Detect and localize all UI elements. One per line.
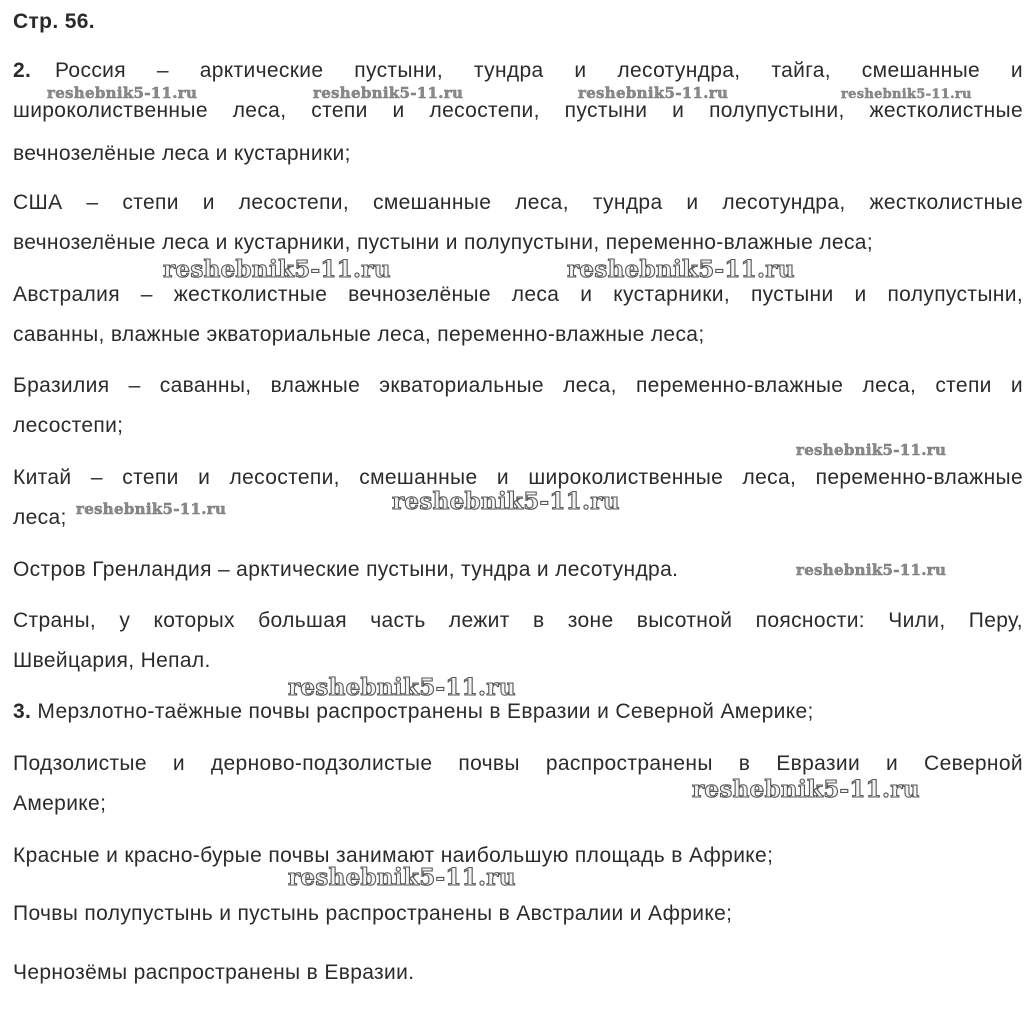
watermark: reshebnik5-11.ru bbox=[841, 87, 972, 102]
highland-line-2: Швейцария, Непал. bbox=[13, 649, 211, 672]
brazil-line-1: Бразилия – саванны, влажные экваториальные леса, переменно-влажные леса, степи и bbox=[13, 374, 1023, 397]
watermark: reshebnik5-11.ru bbox=[47, 84, 198, 102]
watermark: reshebnik5-11.ru bbox=[567, 256, 795, 283]
usa-line-2: вечнозелёные леса и кустарники, пустыни и полупустыни, переменно-влажные леса; bbox=[13, 231, 874, 254]
australia-line-1: Австралия – жестколистные вечнозелёные леса и кустарники, пустыни и полупустыни, bbox=[13, 283, 1023, 306]
podzol-line-1: Подзолистые и дерново-подзолистые почвы распространены в Евразии и Северной bbox=[13, 752, 1023, 775]
china-line-1: Китай – степи и лесостепи, смешанные и широколиственные леса, переменно-влажные bbox=[13, 466, 1023, 489]
permafrost-soils-line: 3. Мерзлотно-таёжные почвы распространены в Евразии и Северной Америке; bbox=[13, 700, 814, 723]
watermark: reshebnik5-11.ru bbox=[76, 500, 227, 518]
watermark: reshebnik5-11.ru bbox=[392, 488, 620, 515]
watermark: reshebnik5-11.ru bbox=[796, 561, 947, 579]
russia-line-2: широколиственные леса, степи и лесостепи, пустыни и полупустыни, жестколистные bbox=[13, 99, 1023, 122]
brazil-line-2: лесостепи; bbox=[13, 414, 124, 437]
desert-soils-line: Почвы полупустынь и пустынь распространены в Австралии и Африке; bbox=[13, 902, 733, 925]
podzol-line-2: Америке; bbox=[13, 792, 107, 815]
greenland-line: Остров Гренландия – арктические пустыни, тундра и лесотундра. bbox=[13, 558, 679, 581]
watermark: reshebnik5-11.ru bbox=[692, 776, 920, 803]
watermark: reshebnik5-11.ru bbox=[578, 84, 729, 102]
watermark: reshebnik5-11.ru bbox=[163, 256, 391, 283]
china-line-2: леса; bbox=[13, 506, 67, 529]
page-reference: Стр. 56. bbox=[13, 10, 95, 33]
question-3-number: 3. bbox=[13, 700, 32, 723]
watermark: reshebnik5-11.ru bbox=[313, 84, 464, 102]
highland-line-1: Страны, у которых большая часть лежит в зоне высотной поясности: Чили, Перу, bbox=[13, 609, 1023, 632]
watermark: reshebnik5-11.ru bbox=[288, 674, 516, 701]
usa-line-1: США – степи и лесостепи, смешанные леса, тундра и лесотундра, жестколистные bbox=[13, 191, 1023, 214]
red-soils-line: Красные и красно-бурые почвы занимают наибольшую площадь в Африке; bbox=[13, 844, 774, 867]
russia-line-3: вечнозелёные леса и кустарники; bbox=[13, 142, 351, 165]
australia-line-2: саванны, влажные экваториальные леса, переменно-влажные леса; bbox=[13, 323, 705, 346]
watermark: reshebnik5-11.ru bbox=[288, 864, 516, 891]
watermark: reshebnik5-11.ru bbox=[796, 441, 947, 459]
russia-line-1: Россия – арктические пустыни, тундра и лесотундра, тайга, смешанные и bbox=[55, 59, 1023, 82]
chernozem-line: Чернозёмы распространены в Евразии. bbox=[13, 961, 415, 984]
question-2-number: 2. bbox=[13, 59, 32, 82]
